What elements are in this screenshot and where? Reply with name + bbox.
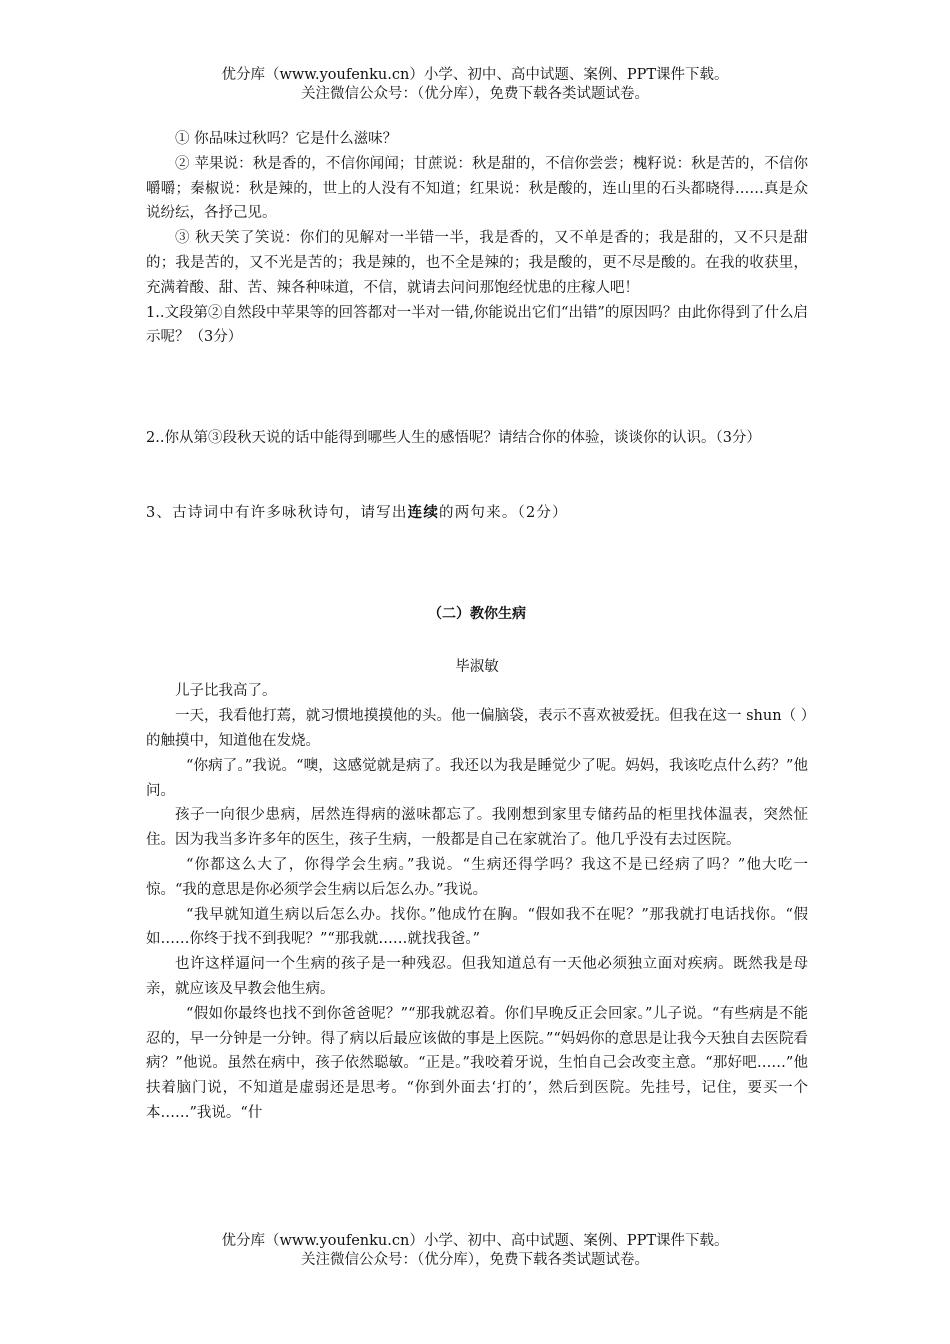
header-line-2: 关注微信公众号：（优分库），免费下载各类试题试卷。 bbox=[301, 86, 649, 102]
passage2-paragraph: 孩子一向很少患病，居然连得病的滋味都忘了。我刚想到家里专储药品的柜里找体温表，突然怔住。因为我当多许多年的医生，孩子生病，一般都是自己在家就治了。他几乎没有去过医院。 bbox=[146, 807, 808, 849]
passage2-paragraph: “你病了。”我说。“噢，这感觉就是病了。我还以为我是睡觉少了呢。妈妈，我该吃点什么药？”他问。 bbox=[146, 757, 808, 799]
passage1-paragraph-1: ① 你品味过秋吗？它是什么滋味？ bbox=[175, 131, 398, 147]
question-3-suffix: 的两句来。（2分） bbox=[439, 504, 568, 521]
question-3-emphasis: 连续 bbox=[407, 503, 440, 521]
passage2-paragraph: “我早就知道生病以后怎么办。找你。”他成竹在胸。“假如我不在呢？”那我就打电话找你。“假如……你终于找不到我呢？”“那我就……就找我爸。” bbox=[146, 906, 808, 948]
answer-space-1 bbox=[146, 350, 808, 426]
section-title: （二）教你生病 bbox=[428, 605, 526, 622]
author-name: 毕淑敏 bbox=[455, 658, 499, 675]
question-3 bbox=[146, 501, 808, 526]
passage2-paragraph: “假如你最终也找不到你爸爸呢？”“那我就忍着。你们早晚反正会回家。”儿子说。“有些病是不能忍的，早一分钟是一分钟。得了病以后最应该做的事是上医院。”“妈妈你的意思是让我今天独自去医院看病？”他说。虽然在病中，孩子依然聪敏。“正是。”我咬着牙说，生怕自己会改变主意。“那好吧……”他扶着脑门说，不知道是虚弱还是思考。“你到外面去‘打的’，然后到医院。先挂号，记住，要买一个本……”我说。“什 bbox=[146, 1005, 808, 1121]
question-2: 2..你从第③段秋天说的话中能得到哪些人生的感悟呢？请结合你的体验，谈谈你的认识。（3分） bbox=[146, 430, 761, 447]
header-line-1: 优分库（www.youfenku.cn）小学、初中、高中试题、案例、PPT课件下载。 bbox=[221, 67, 729, 83]
passage1-paragraph-2: ② 苹果说：秋是香的，不信你闻闻；甘蔗说：秋是甜的，不信你尝尝；槐籽说：秋是苦的，不信你嚼嚼；秦椒说：秋是辣的，世上的人没有不知道；红果说：秋是酸的，连山里的石头都晓得……真是众说纷纭，各抒己见。 bbox=[146, 155, 808, 222]
passage1-paragraph-3: ③ 秋天笑了笑说：你们的见解对一半错一半，我是香的，又不单是香的；我是甜的，又不只是甜的；我是苦的，又不光是苦的；我是辣的，也不全是辣的；我是酸的，更不尽是酸的。在我的收获里，充满着酸、甜、苦、辣各种味道，不信，就请去问问那饱经忧患的庄稼人吧！ bbox=[146, 230, 808, 296]
question-3-prefix: 3、古诗词中有许多咏秋诗句，请写出 bbox=[146, 504, 408, 521]
answer-space-3 bbox=[146, 526, 808, 588]
page-header-top bbox=[0, 66, 950, 104]
page-footer bbox=[0, 1232, 950, 1270]
document-body bbox=[146, 127, 808, 1126]
answer-space-2 bbox=[146, 451, 808, 501]
passage2-paragraph: 也许这样逼问一个生病的孩子是一种残忍。但我知道总有一天他必须独立面对疾病。既然我是母亲，就应该及早教会他生病。 bbox=[146, 956, 808, 997]
passage2-paragraph: 儿子比我高了。 bbox=[175, 683, 277, 700]
footer-line-1: 优分库（www.youfenku.cn）小学、初中、高中试题、案例、PPT课件下载。 bbox=[221, 1233, 729, 1249]
passage2-paragraph: 一天，我看他打蔫，就习惯地摸摸他的头。他一偏脑袋，表示不喜欢被爱抚。但我在这一 shun（ ）的触摸中，知道他在发烧。 bbox=[146, 708, 808, 749]
passage2-paragraph: “你都这么大了，你得学会生病。”我说。“生病还得学吗？我这不是已经病了吗？”他大吃一惊。“我的意思是你必须学会生病以后怎么办。”我说。 bbox=[146, 856, 808, 898]
question-1: 1..文段第②自然段中苹果等的回答都对一半对一错,你能说出它们“出错”的原因吗？由此你得到了什么启示呢？（3分） bbox=[146, 304, 808, 346]
footer-line-2: 关注微信公众号：（优分库），免费下载各类试题试卷。 bbox=[301, 1252, 649, 1268]
